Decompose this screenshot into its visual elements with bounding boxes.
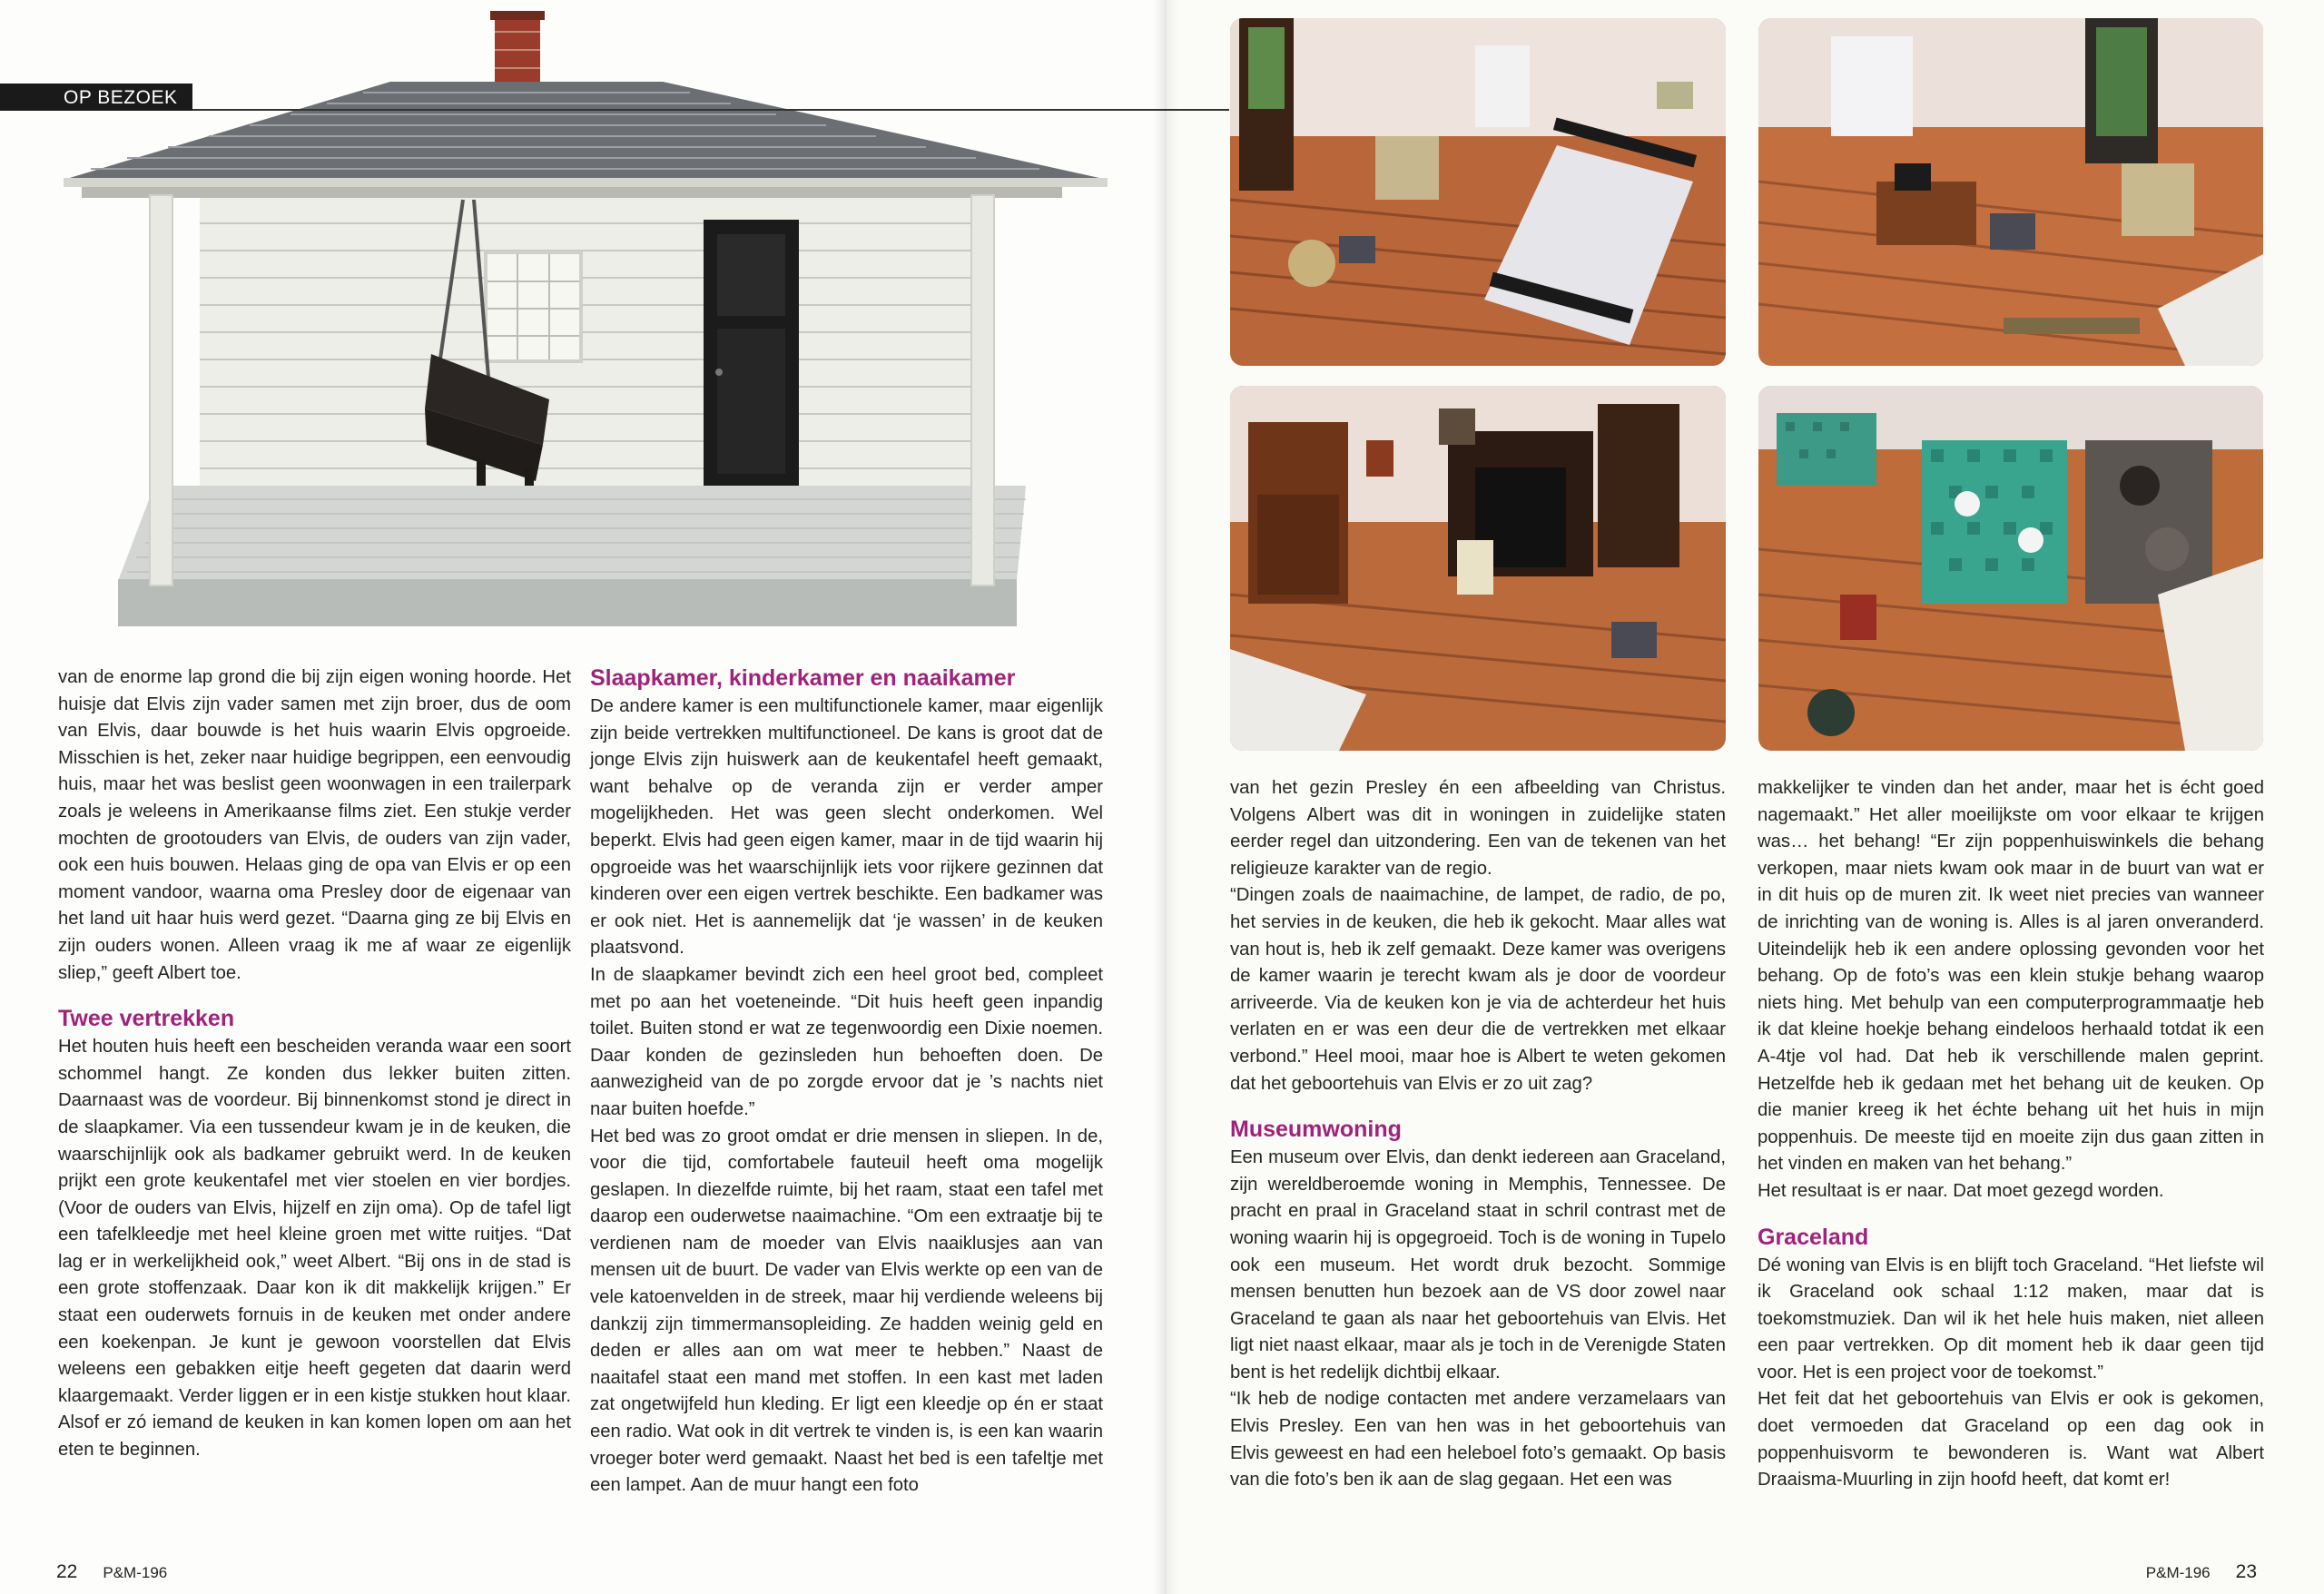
paragraph: Het houten huis heeft een bescheiden veranda waar een soort schommel hangt. Ze konden dus lekker buiten zitten. Daarnaast was de voordeur. Bij binnenkomst stond je direct in de slaapkamer. Via een tussendeur kwam je in de keuken, die waarschijnlijk ook als badkamer gebruikt werd. In de keuken prijkt een grote keukentafel met vier stoelen en vier bordjes. (Voor de ouders van Elvis, hijzelf en zijn oma). Op de tafel ligt een tafelkleedje met heel kleine groen met witte ruitjes. “Dat lag er in werkelijkheid ook,” weet Albert. “Bij ons in de stad is een grote stoffenzaak. Daar kon ik dit makkelijk krijgen.” Er staat een ouderwets fornuis in de keuken met onder andere een koekenpan. Je kunt je gewoon voorstellen dat Elvis weleens een gebakken eitje heeft gegeten dat daarin werd klaargemaakt. Verder liggen er in een kistje stukken hout klaar. Alsof er zó iemand de keuken in kan komen lopen om aan het eten te beginnen. (58, 1037, 571, 1461)
paragraph: Het resultaat is er naar. Dat moet gezegd worden. (1758, 1180, 2164, 1201)
photo-sewing-corner (1758, 18, 2263, 366)
page-number: 23 (2235, 1561, 2257, 1582)
text-column-4 (1758, 775, 2264, 1494)
photo-kitchen (1758, 386, 2263, 751)
hero-photo-porch (64, 9, 1108, 635)
magazine-issue: P&M-196 (103, 1564, 168, 1581)
bedroom-illustration (1230, 18, 1726, 366)
paragraph: In de slaapkamer bevindt zich een heel groot bed, compleet met po aan het voeteneinde. “Dit huis heeft geen inpandig toilet. Buiten stond er wat ze tegenwoordig een Dixie noemen. Daar konden de gezinsleden hun behoeften doen. De aanwezigheid van de po zorgde ervoor dat je ’s nachts niet naar buiten hoefde.” (590, 964, 1103, 1119)
header-rule (192, 109, 1166, 111)
paragraph: Dé woning van Elvis is en blijft toch Graceland. “Het liefste wil ik Graceland ook schaal 1:12 maken, maar dat is toekomstmuziek. Dan wil ik het hele huis maken, niet alleen een paar vertrekken. Op dit moment heb ik daar geen tijd voor. Het is een project voor de toekomst.” (1758, 1255, 2264, 1382)
porch-illustration (64, 9, 1108, 635)
subheading-graceland: Graceland (1758, 1224, 1869, 1250)
right-page (1166, 0, 2324, 1594)
photo-bedroom (1230, 18, 1726, 366)
text-column-2 (590, 663, 1103, 1500)
text-column-3 (1230, 775, 1726, 1494)
paragraph: Een museum over Elvis, dan denkt iedereen aan Graceland, zijn wereldberoemde woning in Memphis, Tennessee. De pracht en praal in Graceland staat in schril contrast met de woning waarin hij is opgegroeid. Toch is de woning in Tupelo ook een museum. Het wordt druk bezocht. Sommige mensen benutten hun bezoek aan de VS door zowel naar Graceland te gaan als naar het geboortehuis van Elvis. Het ligt niet naast elkaar, maar als je toch in de Verenigde Staten bent is het redelijk dichtbij elkaar. (1230, 1147, 1726, 1382)
page-gutter (1153, 0, 1178, 1594)
paragraph: Het bed was zo groot omdat er drie mensen in sliepen. In de, voor die tijd, comfortabele fauteuil heeft oma mogelijk geslapen. In diezelfde ruimte, bij het raam, staat een tafel met daarop een ouderwetse naaimachine. “Om een extraatje bij te verdienen nam de moeder van Elvis naaiklusjes aan van mensen uit de buurt. De vader van Elvis werkte op een van de vele katoenvelden in de streek, maar hij verdiende weleens bij dankzij zijn timmermansopleiding. Ze hadden weinig geld en deden er alles aan om wat meer te hebben.” Naast de naaitafel staat een mand met stoffen. In een kast met laden zat ongetwijfeld hun kleding. Er ligt een kleedje op én er staat een radio. Wat ook in dit vertrek te vinden is, is een kan waarin vroeger boter werd gemaakt. Naast het bed is een tafeltje met een lampet. Aan de muur hangt een foto (590, 1126, 1103, 1496)
subheading-twee-vertrekken: Twee vertrekken (58, 1006, 235, 1032)
paragraph: van het gezin Presley én een afbeelding van Christus. Volgens Albert was dit in woningen in zuidelijke staten eerder regel dan uitzondering. Een van de tekenen van het religieuze karakter van de regio. (1230, 778, 1726, 879)
page-number: 22 (56, 1561, 78, 1582)
text-column-1 (58, 664, 571, 1464)
magazine-issue: P&M-196 (2145, 1564, 2211, 1581)
paragraph: Het feit dat het geboortehuis van Elvis er ook is gekomen, doet vermoeden dat Graceland op een dag ook in poppenhuisvorm te bewonderen is. Want wat Albert Draaisma-Muurling in zijn hoofd heeft, dat komt er! (1758, 1389, 2264, 1491)
paragraph: De andere kamer is een multifunctionele kamer, maar eigenlijk zijn beide vertrekken multifunctioneel. De kans is groot dat de jonge Elvis zijn huiswerk aan de keukentafel heeft gemaakt, want behalve op de veranda zijn er verder amper mogelijkheden. Het was geen slecht onderkomen. Wel beperkt. Elvis had geen eigen kamer, maar in de tijd waarin hij opgroeide was het waarschijnlijk iets voor rijkere gezinnen dat kinderen over een eigen vertrek beschikte. Een badkamer was er ook niet. Het is aannemelijk dat ‘je wassen’ in de keuken plaatsvond. (590, 696, 1103, 959)
subheading-museumwoning: Museumwoning (1230, 1117, 1402, 1143)
paragraph: “Ik heb de nodige contacten met andere verzamelaars van Elvis Presley. Een van hen was in het geboortehuis van Elvis geweest en had een heleboel foto’s gemaakt. Op basis van die foto’s ben ik aan de slag gegaan. Het een was (1230, 1389, 1726, 1491)
paragraph: “Dingen zoals de naaimachine, de lampet, de radio, de po, het servies in de keuken, die heb ik gekocht. Maar alles wat van hout is, heb ik zelf gemaakt. Deze kamer was overigens de kamer waarin je terecht kwam als je door de voordeur arriveerde. Via de keuken kon je via de achterdeur het huis verlaten en er was een deur die de vertrekken met elkaar verbond.” Heel mooi, maar hoe is Albert te weten gekomen dat het geboortehuis van Elvis er zo uit zag? (1230, 885, 1726, 1094)
page-folio-left (56, 1561, 167, 1583)
kitchen-illustration (1758, 386, 2263, 751)
paragraph: van de enorme lap grond die bij zijn eigen woning hoorde. Het huisje dat Elvis zijn vader samen met zijn broer, dus de oom van Elvis, daar bouwde is het huis waarin Elvis opgroeide. Misschien is het, zeker naar huidige begrippen, een eenvoudig huis, maar het was beslist geen woonwagen in een trailerpark zoals je weleens in Amerikaanse films ziet. Een stukje verder mochten de grootouders van Elvis, de ouders van zijn vader, ook een huis bouwen. Helaas ging de opa van Elvis er op een moment vandoor, waarna oma Presley door de eigenaar van het land uit haar huis werd gezet. “Daarna ging ze bij Elvis en zijn ouders wonen. Alleen vraag ik me af waar ze eigenlijk sliep,” geeft Albert toe. (58, 667, 571, 983)
subheading-slaapkamer: Slaapkamer, kinderkamer en naaikamer (590, 665, 1016, 691)
section-tag: OP BEZOEK (0, 84, 192, 111)
photo-fireplace-room (1230, 386, 1726, 751)
page-folio-right (2146, 1561, 2257, 1583)
paragraph: makkelijker te vinden dan het ander, maar het is écht goed nagemaakt.” Het aller moeilijkste om voor elkaar te krijgen was… het behang! “Er zijn poppenhuiswinkels die behang verkopen, maar niets kwam ook maar in de buurt van wat er in dit huis op de muren zit. Ik weet niet precies van wanneer de inrichting van de woning is. Alles is al jaren onveranderd. Uiteindelijk heb ik een andere oplossing gevonden voor het behang. Op de foto’s was een klein stukje behang waarop niets hing. Met behulp van een computerprogrammaatje heb ik dat kleine hoekje behang eindeloos herhaald totdat ik een A-4tje vol had. Dat heb ik verschillende malen geprint. Hetzelfde heb ik gedaan met het behang uit de keuken. Op die manier kreeg ik het échte behang uit het huis in mijn poppenhuis. De meeste tijd en moeite zijn dus gaan zitten in het vinden en maken van het behang.” (1758, 778, 2264, 1175)
fireplace-illustration (1230, 386, 1726, 751)
sewing-illustration (1758, 18, 2263, 366)
